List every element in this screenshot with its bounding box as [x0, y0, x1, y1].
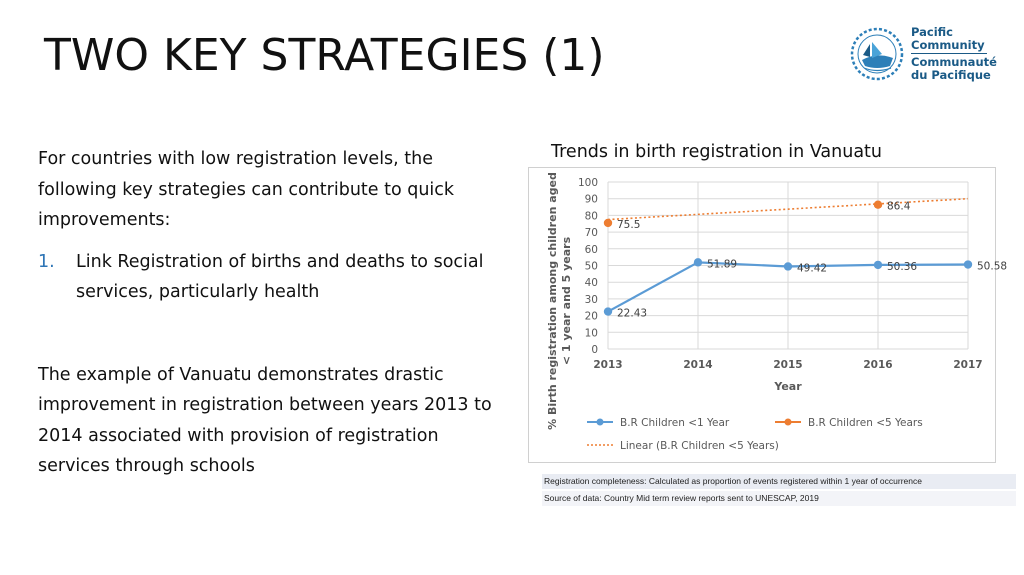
x-axis-label: Year: [774, 380, 802, 393]
x-tick-label-2013: 2013: [593, 359, 623, 371]
slide-title: TWO KEY STRATEGIES (1): [44, 30, 605, 81]
strategy-list-item: [38, 247, 508, 308]
logo-divider: [911, 53, 987, 54]
intro-paragraph: For countries with low registration levels, the following key strategies can contribute to quick improvements:: [38, 149, 455, 230]
y-tick-label-80: 80: [584, 210, 598, 223]
legend-label-trendline: Linear (B.R Children <5 Years): [620, 440, 779, 452]
chart-notes: [542, 474, 1016, 508]
list-item-text: Link Registration of births and deaths to social services, particularly health: [76, 251, 484, 302]
legend-label-under5: B.R Children <5 Years: [808, 417, 923, 429]
slide-body: [38, 144, 508, 482]
line-chart: [529, 168, 1008, 462]
x-tick-labels: [593, 359, 982, 371]
y-tick-label-0: 0: [591, 344, 598, 356]
logo-line-du-pacifique: du Pacifique: [911, 68, 991, 82]
data-label-2016: 50.36: [887, 260, 918, 273]
y-tick-label-10: 10: [584, 327, 598, 340]
series: [604, 199, 1007, 320]
data-point-2016: [874, 201, 882, 209]
y-axis-label-line1: % Birth registration among children aged: [546, 172, 559, 430]
y-tick-label-30: 30: [584, 293, 598, 306]
y-tick-label-40: 40: [584, 277, 598, 290]
x-tick-label-2015: 2015: [773, 359, 803, 371]
y-tick-label-60: 60: [584, 243, 598, 256]
note-completeness: Registration completeness: Calculated as proportion of events registered within 1 year of occurrence: [542, 474, 1016, 489]
chart-title: Trends in birth registration in Vanuatu: [551, 142, 883, 162]
data-label-2016: 86.4: [887, 200, 911, 213]
data-label-2014: 51.89: [707, 258, 738, 271]
chart-container: [528, 167, 1008, 463]
data-label-2015: 49.42: [797, 262, 828, 275]
x-tick-label-2017: 2017: [953, 359, 983, 371]
y-tick-label-50: 50: [584, 260, 598, 273]
y-tick-labels: [578, 177, 598, 356]
data-point-2016: [874, 261, 882, 269]
logo-emblem-icon: [848, 24, 908, 84]
data-point-2017: [964, 260, 972, 268]
logo-text-english: [911, 26, 985, 54]
logo-text-french: [911, 56, 997, 82]
x-tick-label-2014: 2014: [683, 359, 713, 371]
y-tick-label-20: 20: [584, 310, 598, 323]
data-point-2014: [694, 258, 702, 266]
y-tick-label-70: 70: [584, 227, 598, 240]
legend-item-under1: [587, 417, 730, 429]
legend-item-trendline: [587, 440, 779, 452]
logo-line-community: Community: [911, 38, 985, 52]
legend-item-under5: [775, 417, 923, 429]
x-tick-label-2016: 2016: [863, 359, 893, 371]
legend-label-under1: B.R Children <1 Year: [620, 417, 730, 429]
data-label-2013: 22.43: [617, 307, 648, 320]
series-under1: [604, 258, 1007, 319]
data-point-2013: [604, 219, 612, 227]
pacific-community-logo: [848, 24, 998, 86]
data-label-2013: 75.5: [617, 218, 641, 231]
y-axis-label-line2: < 1 year and 5 years: [560, 236, 573, 366]
example-paragraph: The example of Vanuatu demonstrates drastic improvement in registration between years 2013 to 2014 associated with provision of registration services through schools: [38, 364, 492, 476]
note-source: Source of data: Country Mid term review reports sent to UNESCAP, 2019: [542, 491, 1016, 506]
y-tick-label-90: 90: [584, 193, 598, 206]
logo-line-communaute: Communauté: [911, 55, 997, 69]
list-number: 1.: [38, 251, 55, 272]
legend: [587, 417, 923, 452]
data-point-2015: [784, 262, 792, 270]
y-tick-label-100: 100: [577, 177, 598, 189]
data-label-2017: 50.58: [977, 260, 1008, 273]
axes: [546, 172, 983, 430]
logo-line-pacific: Pacific: [911, 25, 953, 39]
data-point-2013: [604, 307, 612, 315]
